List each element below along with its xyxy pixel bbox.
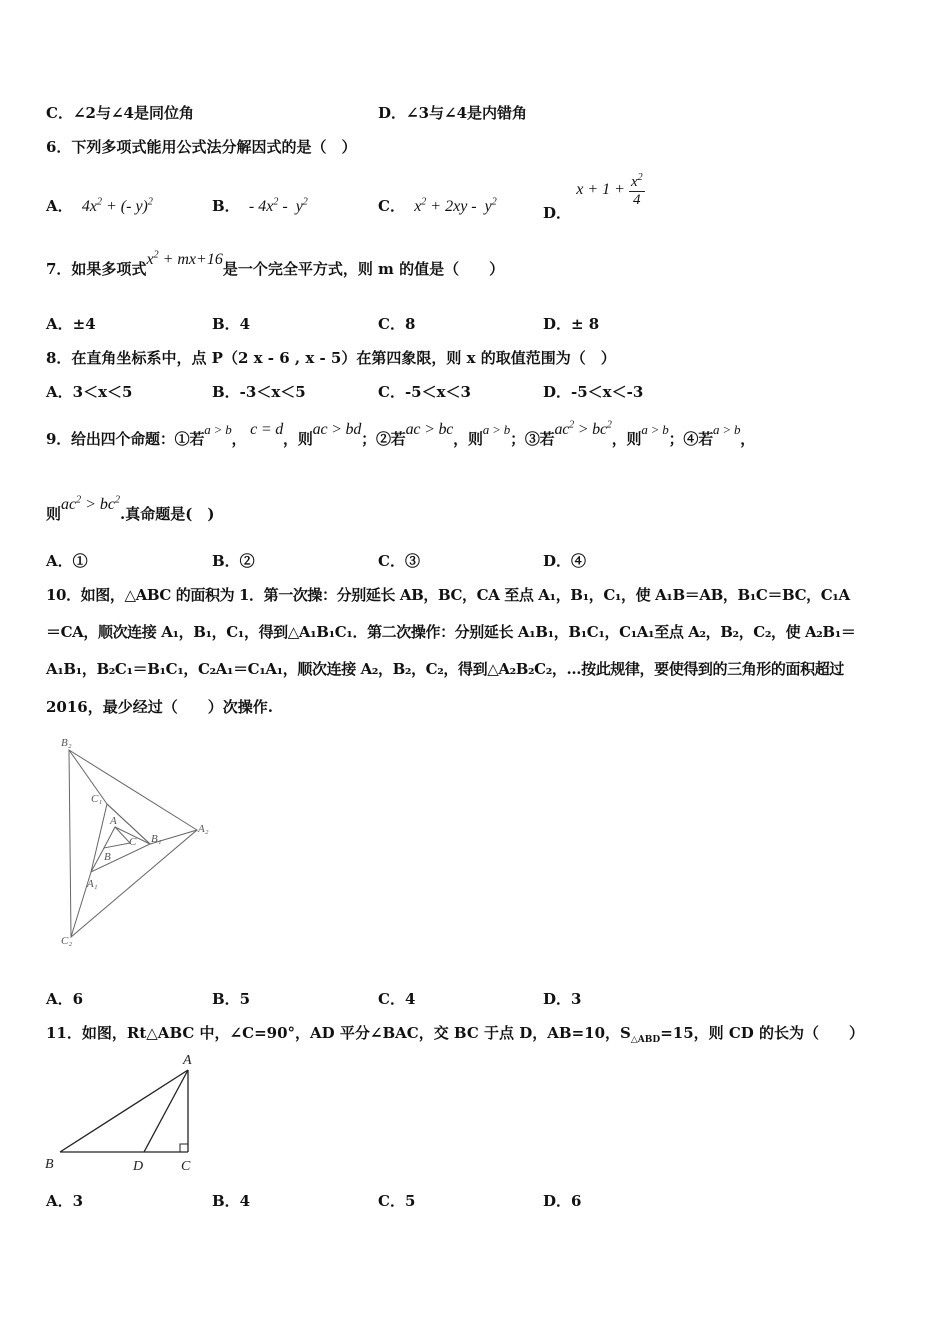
q9-text-3: ，则 <box>283 430 313 448</box>
q7-option-a: A．±4 <box>46 315 96 333</box>
q9-math-ac-gt-bc: ac > bc <box>405 421 454 438</box>
q9-option-b: B．② <box>212 552 255 570</box>
q10-stem-line4: 2016，最少经过（ ）次操作. <box>46 698 273 716</box>
q7-stem-pre: 7．如果多项式 <box>46 260 147 278</box>
q9-option-a: A．① <box>46 552 88 570</box>
q6-option-b-label: B． <box>212 197 240 215</box>
q10-option-c: C．4 <box>378 990 416 1008</box>
q10-label-c1: C₁ <box>91 793 103 805</box>
q10-label-b2: B₂ <box>61 737 72 749</box>
q11-option-d: D．6 <box>543 1192 582 1210</box>
q10-option-a: A．6 <box>46 990 84 1008</box>
q9-stem-line1 <box>46 419 756 449</box>
q9-text-10: 则 <box>46 505 62 523</box>
q6-option-a-label: A． <box>46 197 73 215</box>
q11-right-angle-mark <box>180 1144 188 1152</box>
q9-text-1: 9．给出四个命题：①若 <box>46 430 205 448</box>
q9-math-a-gt-b-4: a > b <box>713 422 741 437</box>
q9-option-d: D．④ <box>543 552 587 570</box>
q11-side-ab <box>60 1070 188 1152</box>
q11-label-d: D <box>133 1159 144 1174</box>
q8-option-b: B．-3＜x＜5 <box>212 383 306 401</box>
q10-figure <box>55 732 225 952</box>
q9-text-11: .真命题是( ) <box>120 505 215 523</box>
q7-option-c: C．8 <box>378 315 416 333</box>
q5-option-d: D．∠3与∠4是内错角 <box>378 104 528 122</box>
q5-option-c: C．∠2与∠4是同位角 <box>46 104 194 122</box>
q7-stem <box>46 249 505 279</box>
q9-text-9: ， <box>740 430 756 448</box>
q6-option-b-expr: - $4x^2 - y^2$ <box>244 196 308 215</box>
q7-stem-post: 是一个完全平方式，则 m 的值是（ ） <box>222 260 505 278</box>
q10-stem-line1: 10．如图，△ABC 的面积为 1．第一次操：分别延长 AB，BC，CA 至点 A₁，B₁，C₁，使 A₁B＝AB，B₁C＝BC，C₁A <box>46 586 850 604</box>
q8-stem: 8．在直角坐标系中，点 P（2 x - 6 , x - 5）在第四象限，则 x 的取值范围为（ ） <box>46 349 616 367</box>
q10-stem-line2: ＝CA，顺次连接 A₁，B₁，C₁，得到△A₁B₁C₁．第二次操作：分别延长 A₁B₁，B₁C₁，C₁A₁至点 A₂，B₂，C₂，使 A₂B₁＝ <box>46 623 856 641</box>
q7-option-d: D．± 8 <box>543 315 600 333</box>
q9-math-a-gt-b-3: a > b <box>641 422 669 437</box>
q11-stem-pre: 11．如图，Rt△ABC 中，∠C=90°，AD 平分∠BAC，交 BC 于点 D，AB=10，S <box>46 1024 631 1042</box>
q10-option-b: B．5 <box>212 990 251 1008</box>
q6-option-d <box>543 172 645 223</box>
q8-option-c: C．-5＜x＜3 <box>378 383 471 401</box>
q9-math-a-gt-b-2: a > b <box>482 422 511 437</box>
q9-text-2: ， <box>231 430 247 448</box>
q9-text-6: ；③若 <box>510 430 555 448</box>
q11-label-c: C <box>181 1159 191 1174</box>
q8-option-d: D．-5＜x＜-3 <box>543 383 644 401</box>
q9-math-c-eq-d: c = d <box>246 421 284 438</box>
q11-option-c: C．5 <box>378 1192 416 1210</box>
q11-stem-sub: △ABD <box>630 1035 661 1045</box>
q10-label-b1: B₁ <box>151 833 162 845</box>
q11-stem <box>46 1022 864 1045</box>
q9-option-c: C．③ <box>378 552 420 570</box>
q7-option-b: B．4 <box>212 315 251 333</box>
q9-stem-line2 <box>46 494 215 524</box>
q9-text-8: ；④若 <box>668 430 713 448</box>
q11-option-a: A．3 <box>46 1192 84 1210</box>
q10-label-a2: A₂ <box>198 823 209 835</box>
q10-triangle-abc <box>104 827 130 848</box>
q11-label-a: A <box>183 1053 192 1068</box>
q10-label-c: C <box>129 836 137 848</box>
q6-option-d-label: D． <box>543 204 572 223</box>
q9-math-ac2-gt-bc2-1: $ac^2 > bc^2$ <box>554 419 612 438</box>
q11-figure <box>40 1048 210 1178</box>
q6-stem: 6．下列多项式能用公式法分解因式的是（ ） <box>46 138 357 156</box>
q9-text-5: ，则 <box>453 430 483 448</box>
q10-label-b: B <box>104 851 111 863</box>
q9-math-ac-gt-bd: ac > bd <box>312 421 362 438</box>
q9-math-ac2-gt-bc2-2: $ac^2 > bc^2$ <box>61 494 121 513</box>
q6-option-c-expr: $x^2 + 2xy - y^2$ <box>410 196 497 215</box>
q11-segment-ad <box>144 1070 188 1152</box>
q10-label-c2: C₂ <box>61 935 73 947</box>
q10-option-d: D．3 <box>543 990 582 1008</box>
q9-text-4: ；②若 <box>361 430 406 448</box>
q11-option-b: B．4 <box>212 1192 251 1210</box>
q6-option-c-label: C． <box>378 197 405 215</box>
q11-stem-post: =15，则 CD 的长为（ ） <box>660 1024 865 1042</box>
q8-option-a: A．3＜x＜5 <box>46 383 133 401</box>
q6-option-d-expr: x + 1 + $\frac{x^2}{4}$ <box>576 172 643 208</box>
q6-option-a <box>46 195 153 216</box>
q9-text-7: ，则 <box>611 430 642 448</box>
q11-label-b: B <box>45 1157 54 1172</box>
q10-stem-line3: A₁B₁，B₂C₁＝B₁C₁，C₂A₁＝C₁A₁，顺次连接 A₂，B₂，C₂，得到△A₂B₂C₂，…按此规律，要使得到的三角形的面积超过 <box>46 660 844 678</box>
q6-option-c <box>378 195 497 216</box>
q10-label-a: A <box>110 815 117 827</box>
q10-label-a1: A₁ <box>87 878 98 890</box>
q10-triangle-a1b1c1 <box>91 804 150 872</box>
q7-polynomial: $x^2 + mx+16$ <box>146 249 223 268</box>
q6-option-b <box>212 195 308 216</box>
q6-option-a-expr: $4x^2$ + (- y)$^2$ <box>77 196 153 215</box>
q9-math-a-gt-b-1: a > b <box>204 422 232 437</box>
